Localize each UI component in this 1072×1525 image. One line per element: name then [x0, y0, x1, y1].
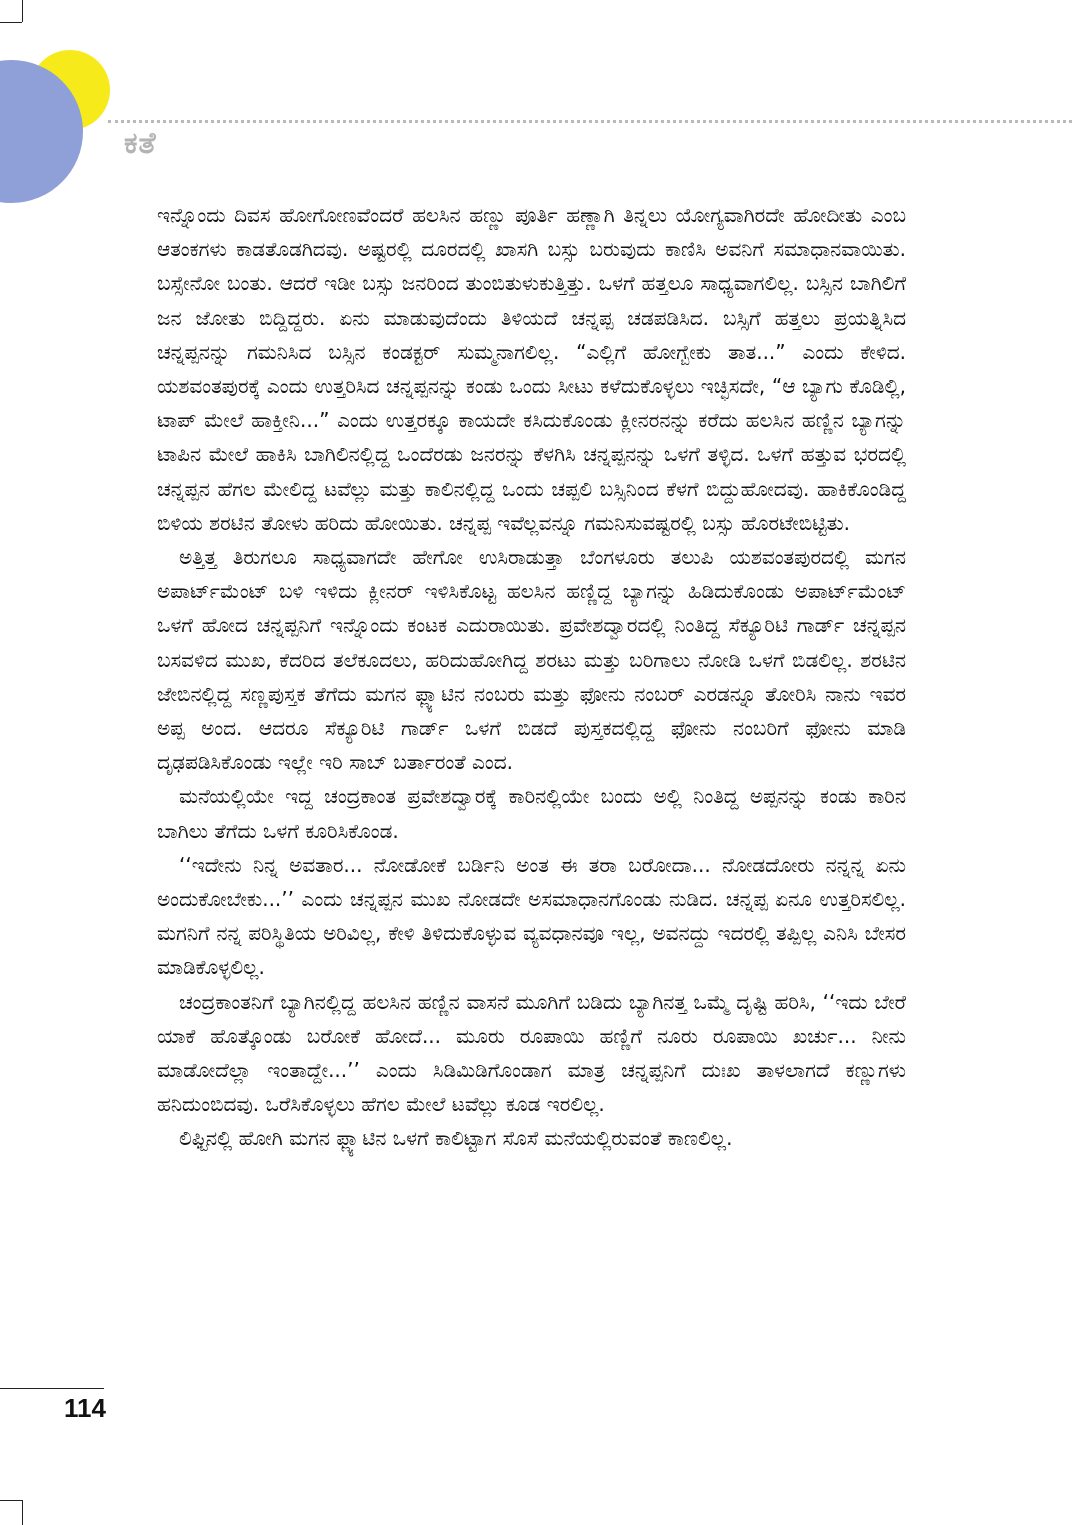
paragraph: ಲಿಫ್ಟಿನಲ್ಲಿ ಹೋಗಿ ಮಗನ ಫ್ಲ್ಯಾಟಿನ ಒಳಗೆ ಕಾಲಿಟ್ಟಾಗ ಸೊಸೆ ಮನೆಯಲ್ಲಿರುವಂತೆ ಕಾಣಲಿಲ್ಲ. — [179, 1126, 733, 1151]
paragraph: ಇನ್ನೊಂದು ದಿವಸ ಹೋಗೋಣವೆಂದರೆ ಹಲಸಿನ ಹಣ್ಣು ಪೂರ್ತಿ ಹಣ್ಣಾಗಿ ತಿನ್ನಲು ಯೋಗ್ಯವಾಗಿರದೇ ಹೋದೀತು ಎಂಬ ಆತಂಕಗಳು ಕಾಡತೊಡಗಿದವು. ಅಷ್ಟರಲ್ಲಿ ದೂರದಲ್ಲಿ ಖಾಸಗಿ ಬಸ್ಸು ಬರುವುದು ಕಾಣಿಸಿ ಅವನಿಗೆ ಸಮಾಧಾನವಾಯಿತು. ಬಸ್ಸೇನೋ ಬಂತು. ಆದರೆ ಇಡೀ ಬಸ್ಸು ಜನರಿಂದ ತುಂಬಿತುಳುಕುತ್ತಿತ್ತು. ಒಳಗೆ ಹತ್ತಲೂ ಸಾಧ್ಯವಾಗಲಿಲ್ಲ. ಬಸ್ಸಿನ ಬಾಗಿಲಿಗೆ ಜನ ಜೋತು ಬಿದ್ದಿದ್ದರು. ಏನು ಮಾಡುವುದೆಂದು ತಿಳಿಯದೆ ಚನ್ನಪ್ಪ ಚಡಪಡಿಸಿದ. ಬಸ್ಸಿಗೆ ಹತ್ತಲು ಪ್ರಯತ್ನಿಸಿದ ಚನ್ನಪ್ಪನನ್ನು ಗಮನಿಸಿದ ಬಸ್ಸಿನ ಕಂಡಕ್ಟರ್ ಸುಮ್ಮನಾಗಲಿಲ್ಲ. “ಎಲ್ಲಿಗೆ ಹೋಗ್ಬೇಕು ತಾತ...” ಎಂದು ಕೇಳಿದ. ಯಶವಂತಪುರಕ್ಕೆ ಎಂದು ಉತ್ತರಿಸಿದ ಚನ್ನಪ್ಪನನ್ನು ಕಂಡು ಒಂದು ಸೀಟು ಕಳೆದುಕೊಳ್ಳಲು ಇಚ್ಛಿಸದೇ, “ಆ ಬ್ಯಾಗು ಕೊಡಿಲ್ಲಿ, ಟಾಪ್ ಮೇಲೆ ಹಾಕ್ತೀನಿ...” ಎಂದು ಉತ್ತರಕ್ಕೂ ಕಾಯದೇ ಕಸಿದುಕೊಂಡು ಕ್ಲೀನರನನ್ನು ಕರೆದು ಹಲಸಿನ ಹಣ್ಣಿನ ಬ್ಯಾಗನ್ನು ಟಾಪಿನ ಮೇಲೆ ಹಾಕಿಸಿ ಬಾಗಿಲಿನಲ್ಲಿದ್ದ ಒಂದೆರಡು ಜನರನ್ನು ಕೆಳಗಿಸಿ ಚನ್ನಪ್ಪನನ್ನು ಒಳಗೆ ತಳ್ಳಿದ. ಒಳಗೆ ಹತ್ತುವ ಭರದಲ್ಲಿ ಚನ್ನಪ್ಪನ ಹೆಗಲ ಮೇಲಿದ್ದ ಟವೆಲ್ಲು ಮತ್ತು ಕಾಲಿನಲ್ಲಿದ್ದ ಒಂದು ಚಪ್ಪಲಿ ಬಸ್ಸಿನಿಂದ ಕೆಳಗೆ ಬಿದ್ದುಹೋದವು. ಹಾಕಿಕೊಂಡಿದ್ದ ಬಿಳಿಯ ಶರಟಿನ ತೋಳು ಹರಿದು ಹೋಯಿತು. ಚನ್ನಪ್ಪ ಇವೆಲ್ಲವನ್ನೂ ಗಮನಿಸುವಷ್ಟರಲ್ಲಿ ಬಸ್ಸು ಹೊರಟೇಬಿಟ್ಟಿತು. — [157, 203, 906, 535]
page-number-rule — [0, 1388, 104, 1389]
crop-mark-top-left — [0, 22, 22, 23]
story-body — [157, 198, 906, 1156]
section-title: ಕತೆ — [124, 126, 157, 161]
crop-mark-bottom-left — [0, 1500, 22, 1501]
paragraph: ಮನೆಯಲ್ಲಿಯೇ ಇದ್ದ ಚಂದ್ರಕಾಂತ ಪ್ರವೇಶದ್ವಾರಕ್ಕೆ ಕಾರಿನಲ್ಲಿಯೇ ಬಂದು ಅಲ್ಲಿ ನಿಂತಿದ್ದ ಅಪ್ಪನನ್ನು ಕಂಡು ಕಾರಿನ ಬಾಗಿಲು ತೆಗೆದು ಒಳಗೆ ಕೂರಿಸಿಕೊಂಡ. — [157, 784, 906, 843]
paragraph: ‘‘ಇದೇನು ನಿನ್ನ ಅವತಾರ... ನೋಡೋಕೆ ಬರ್ಡಿನಿ ಅಂತ ಈ ತರಾ ಬರೋದಾ... ನೋಡದೋರು ನನ್ನನ್ನ ಏನು ಅಂದುಕೋಬೇಕು...’’ ಎಂದು ಚನ್ನಪ್ಪನ ಮುಖ ನೋಡದೇ ಅಸಮಾಧಾನಗೊಂಡು ನುಡಿದ. ಚನ್ನಪ್ಪ ಏನೂ ಉತ್ತರಿಸಲಿಲ್ಲ. ಮಗನಿಗೆ ನನ್ನ ಪರಿಸ್ಥಿತಿಯ ಅರಿವಿಲ್ಲ, ಕೇಳಿ ತಿಳಿದುಕೊಳ್ಳುವ ವ್ಯವಧಾನವೂ ಇಲ್ಲ, ಅವನದ್ದು ಇದರಲ್ಲಿ ತಪ್ಪಿಲ್ಲ ಎನಿಸಿ ಬೇಸರ ಮಾಡಿಕೊಳ್ಳಲಿಲ್ಲ. — [157, 852, 906, 980]
crop-mark-top-left — [22, 0, 23, 22]
crop-mark-bottom-left — [22, 1500, 23, 1525]
page-number: 114 — [64, 1393, 106, 1423]
header-dotted-rule — [108, 120, 1072, 123]
paragraph: ಅತ್ತಿತ್ತ ತಿರುಗಲೂ ಸಾಧ್ಯವಾಗದೇ ಹೇಗೋ ಉಸಿರಾಡುತ್ತಾ ಬೆಂಗಳೂರು ತಲುಪಿ ಯಶವಂತಪುರದಲ್ಲಿ ಮಗನ ಅಪಾರ್ಟ್‌ಮೆಂಟ್ ಬಳಿ ಇಳಿದು ಕ್ಲೀನರ್ ಇಳಿಸಿಕೊಟ್ಟ ಹಲಸಿನ ಹಣ್ಣಿದ್ದ ಬ್ಯಾಗನ್ನು ಹಿಡಿದುಕೊಂಡು ಅಪಾರ್ಟ್‌ಮೆಂಟ್ ಒಳಗೆ ಹೋದ ಚನ್ನಪ್ಪನಿಗೆ ಇನ್ನೊಂದು ಕಂಟಕ ಎದುರಾಯಿತು. ಪ್ರವೇಶದ್ವಾರದಲ್ಲಿ ನಿಂತಿದ್ದ ಸೆಕ್ಯೂರಿಟಿ ಗಾರ್ಡ್ ಚನ್ನಪ್ಪನ ಬಸವಳಿದ ಮುಖ, ಕೆದರಿದ ತಲೆಕೂದಲು, ಹರಿದುಹೋಗಿದ್ದ ಶರಟು ಮತ್ತು ಬರಿಗಾಲು ನೋಡಿ ಒಳಗೆ ಬಿಡಲಿಲ್ಲ. ಶರಟಿನ ಜೇಬಿನಲ್ಲಿದ್ದ ಸಣ್ಣಪುಸ್ತಕ ತೆಗೆದು ಮಗನ ಫ್ಲ್ಯಾಟಿನ ನಂಬರು ಮತ್ತು ಫೋನು ನಂಬರ್ ಎರಡನ್ನೂ ತೋರಿಸಿ ನಾನು ಇವರ ಅಪ್ಪ ಅಂದ. ಆದರೂ ಸೆಕ್ಯೂರಿಟಿ ಗಾರ್ಡ್ ಒಳಗೆ ಬಿಡದೆ ಪುಸ್ತಕದಲ್ಲಿದ್ದ ಫೋನು ನಂಬರಿಗೆ ಫೋನು ಮಾಡಿ ದೃಢಪಡಿಸಿಕೊಂಡು ಇಲ್ಲೇ ಇರಿ ಸಾಬ್ ಬರ್ತಾರಂತೆ ಎಂದ. — [157, 545, 906, 775]
paragraph: ಚಂದ್ರಕಾಂತನಿಗೆ ಬ್ಯಾಗಿನಲ್ಲಿದ್ದ ಹಲಸಿನ ಹಣ್ಣಿನ ವಾಸನೆ ಮೂಗಿಗೆ ಬಡಿದು ಬ್ಯಾಗಿನತ್ತ ಒಮ್ಮೆ ದೃಷ್ಟಿ ಹರಿಸಿ, ‘‘ಇದು ಬೇರೆ ಯಾಕೆ ಹೊತ್ಕೊಂಡು ಬರೋಕೆ ಹೋದೆ... ಮೂರು ರೂಪಾಯಿ ಹಣ್ಣಿಗೆ ನೂರು ರೂಪಾಯಿ ಖರ್ಚು... ನೀನು ಮಾಡೋದೆಲ್ಲಾ ಇಂತಾದ್ದೇ...’’ ಎಂದು ಸಿಡಿಮಿಡಿಗೊಂಡಾಗ ಮಾತ್ರ ಚನ್ನಪ್ಪನಿಗೆ ದುಃಖ ತಾಳಲಾಗದೆ ಕಣ್ಣುಗಳು ಹನಿದುಂಬಿದವು. ಒರೆಸಿಕೊಳ್ಳಲು ಹೆಗಲ ಮೇಲೆ ಟವೆಲ್ಲು ಕೂಡ ಇರಲಿಲ್ಲ. — [157, 989, 906, 1117]
